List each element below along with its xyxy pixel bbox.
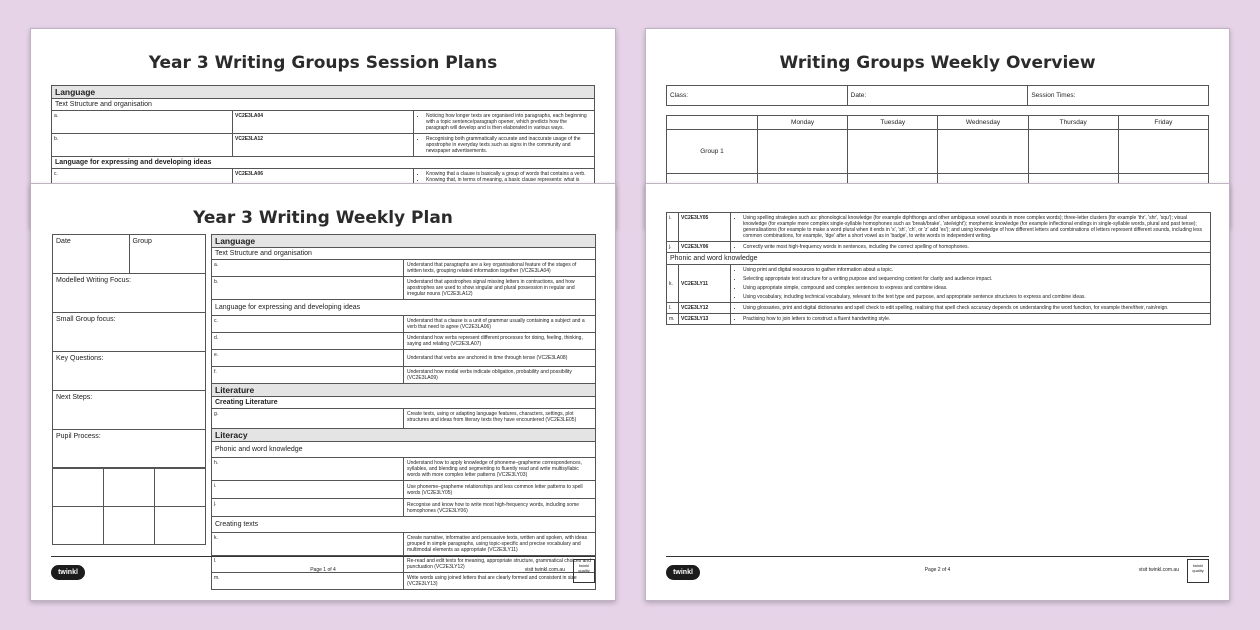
table-row: d. Understand how verbs represent different processes for doing, feeling, thinking, saying and relating (VC2E3LA07) — [212, 333, 596, 350]
table-row: i. Use phoneme–grapheme relationships and less common letter patterns to spell words (VC2E3LY05) — [212, 481, 596, 499]
visit-link: visit twinkl.com.au — [524, 567, 565, 573]
table-row — [52, 134, 595, 157]
sub-heading: Phonic and word knowledge — [667, 253, 1211, 265]
session-times-field: Session Times: — [1028, 86, 1209, 106]
table-row — [52, 111, 595, 134]
section-heading: Literacy — [212, 429, 596, 442]
row-code: VC2E3LA06 — [233, 169, 414, 210]
weekly-plan-page — [30, 183, 616, 601]
row-letter: b. — [52, 134, 233, 157]
page-footer — [666, 556, 1209, 596]
table-row: g. Create texts, using or adapting language features, characters, settings, plot structures and ideas from literary texts they have encountered (VC2E3LE05) — [212, 409, 596, 429]
row-letter: a. — [52, 111, 233, 134]
next-steps-field: Next Steps: — [53, 391, 206, 430]
date-field: Date: — [847, 86, 1028, 106]
curriculum-table — [211, 234, 596, 590]
table-row: e. Understand that verbs are anchored in time through tense (VC2E3LA08) — [212, 350, 596, 367]
day-header: Tuesday — [848, 116, 938, 130]
table-row: l. Re-read and edit texts for meaning, appropriate structure, grammatical choices and punctuation (VC2E3LY12) — [212, 556, 596, 573]
spelling-continuation-page — [645, 183, 1230, 601]
row-code: VC2E3LA12 — [233, 134, 414, 157]
row-text: • Noticing how longer texts are organised into paragraphs, each beginning with a topic sentence/paragraph opener, which predicts how the paragraph will develop and is then elaborated in various ways. — [414, 111, 595, 134]
table-row: a. Understand that paragraphs are a key organisational feature of the stages of written texts, grouping related information together (VC2E3LA04) — [212, 260, 596, 277]
planning-grid — [52, 234, 206, 545]
visit-link: visit twinkl.com.au — [1138, 567, 1179, 573]
page-title: Writing Groups Weekly Overview — [779, 53, 1096, 73]
table-row: b. Understand that apostrophes signal missing letters in contractions, and how apostrophes are used to show singular and plural possession in regular and irregular nouns (VC2E3LA12) — [212, 277, 596, 300]
day-header: Monday — [758, 116, 848, 130]
group-label: Group 1 — [667, 130, 758, 174]
page-title: Year 3 Writing Groups Session Plans — [148, 53, 498, 73]
sub-heading: Creating Literature — [212, 397, 596, 409]
page-title: Year 3 Writing Weekly Plan — [193, 208, 453, 228]
row-text: • Recognising both grammatically accurate and inaccurate usage of the apostrophe in everyday texts such as signs in the community and newspaper advertisements. — [414, 134, 595, 157]
sub-heading: Language for expressing and developing ideas — [212, 300, 596, 316]
date-field: Date — [53, 235, 130, 274]
section-heading: Language — [212, 235, 596, 248]
day-header: Wednesday — [938, 116, 1028, 130]
page-footer — [51, 556, 595, 596]
table-row: m. VC2E3LY13 • Practising how to join letters to construct a fluent handwriting style. — [667, 314, 1211, 325]
sub-heading: Text Structure and organisation — [52, 99, 595, 111]
small-group-field: Small Group focus: — [53, 313, 206, 352]
twinkl-logo: twinkl — [666, 565, 700, 580]
row-text: • Knowing that a clause is basically a group of words that contains a verb. • Knowing that, in terms of meaning, a basic clause represents: what is • — [414, 169, 595, 210]
curriculum-table — [666, 212, 1211, 325]
sub-heading: Text Structure and organisation — [212, 248, 596, 260]
group-field: Group — [129, 235, 206, 274]
day-header: Friday — [1118, 116, 1208, 130]
section-heading: Language — [52, 86, 595, 99]
quality-badge: twinkl quality — [1187, 559, 1209, 583]
table-row: c. Understand that a clause is a unit of grammar usually containing a subject and a verb that need to agree (VC2E3LA06) — [212, 316, 596, 333]
section-heading: Literature — [212, 384, 596, 397]
row-code: VC2E3LA04 — [233, 111, 414, 134]
row-letter: c. — [52, 169, 233, 210]
twinkl-logo: twinkl — [51, 565, 85, 580]
table-row: j. Recognise and know how to write most high-frequency words, including some homophones (VC2E3LY06) — [212, 499, 596, 517]
pupil-process-field: Pupil Process: — [53, 430, 206, 468]
table-row: k. VC2E3LY11 • Using print and digital resources to gather information about a topic. • Selecting appropriate text structure for a writing purpose and sequencing content for clarity and audience impact. • Using appropriate simple, compound and complex sentences to express and combine ideas. • Using vocabulary, including technical vocabulary, relevant to the text type and purpose, and appropriate sentence structures to express and combine ideas. — [667, 265, 1211, 303]
day-header: Thursday — [1028, 116, 1118, 130]
table-row: f. Understand how modal verbs indicate obligation, probability and possibility (VC2E3LA09) — [212, 367, 596, 384]
quality-badge: twinkl quality — [573, 559, 595, 583]
sub-heading: Phonic and word knowledge — [212, 442, 596, 458]
table-row: k. Create narrative, informative and persuasive texts, written and spoken, with ideas grouped in simple paragraphs, using topic-specific and precise vocabulary and multimodal elements as appropriate (VC2E3LY11) — [212, 533, 596, 556]
corner-cell — [667, 116, 758, 130]
sub-heading: Language for expressing and developing ideas — [52, 157, 595, 169]
class-field: Class: — [667, 86, 848, 106]
table-row: i. VC2E3LY05 • Using spelling strategies such as: phonological knowledge (for example diphthongs and other ambiguous vowel sounds in more complex words); three-letter clusters (for example 'thr', 'shr', 'squ'); visual knowledge (for example more complex single-syllable homophones such as 'break/brake', 'ate/eight'); morphemic knowledge (for example inflectional endings in single-syllable words, plural and past tense); generalisations (for example to make a word plural when it ends in 's', 'sh', 'ch', or 'z' add 'es'); and using knowledge of how different letters and combinations of letters represent different sounds, including less common combinations, for example, 'dge' after a short vowel as in 'badge', to write words in independent writing. — [667, 213, 1211, 242]
table-row: j. VC2E3LY06 • Correctly write most high-frequency words in sentences, including the correct spelling of homophones. — [667, 242, 1211, 253]
page-number: Page 2 of 4 — [924, 567, 951, 573]
modelled-writing-field: Modelled Writing Focus: — [53, 274, 206, 313]
sub-heading: Creating texts — [212, 517, 596, 533]
key-questions-field: Key Questions: — [53, 352, 206, 391]
page-number: Page 1 of 4 — [310, 567, 336, 573]
table-row: h. Understand how to apply knowledge of phoneme–grapheme correspondences, syllables, and blending and segmenting to fluently read and write multisyllabic words with more complex letter patterns (VC2E3LY03) — [212, 458, 596, 481]
table-row: m. Write words using joined letters that are clearly formed and consistent in size (VC2E3LY13) — [212, 573, 596, 590]
table-row: l. VC2E3LY12 • Using glossaries, print and digital dictionaries and spell check to edit spelling, realising that spell check accuracy depends on understanding the word function, for example there/their, rain/reign. — [667, 303, 1211, 314]
